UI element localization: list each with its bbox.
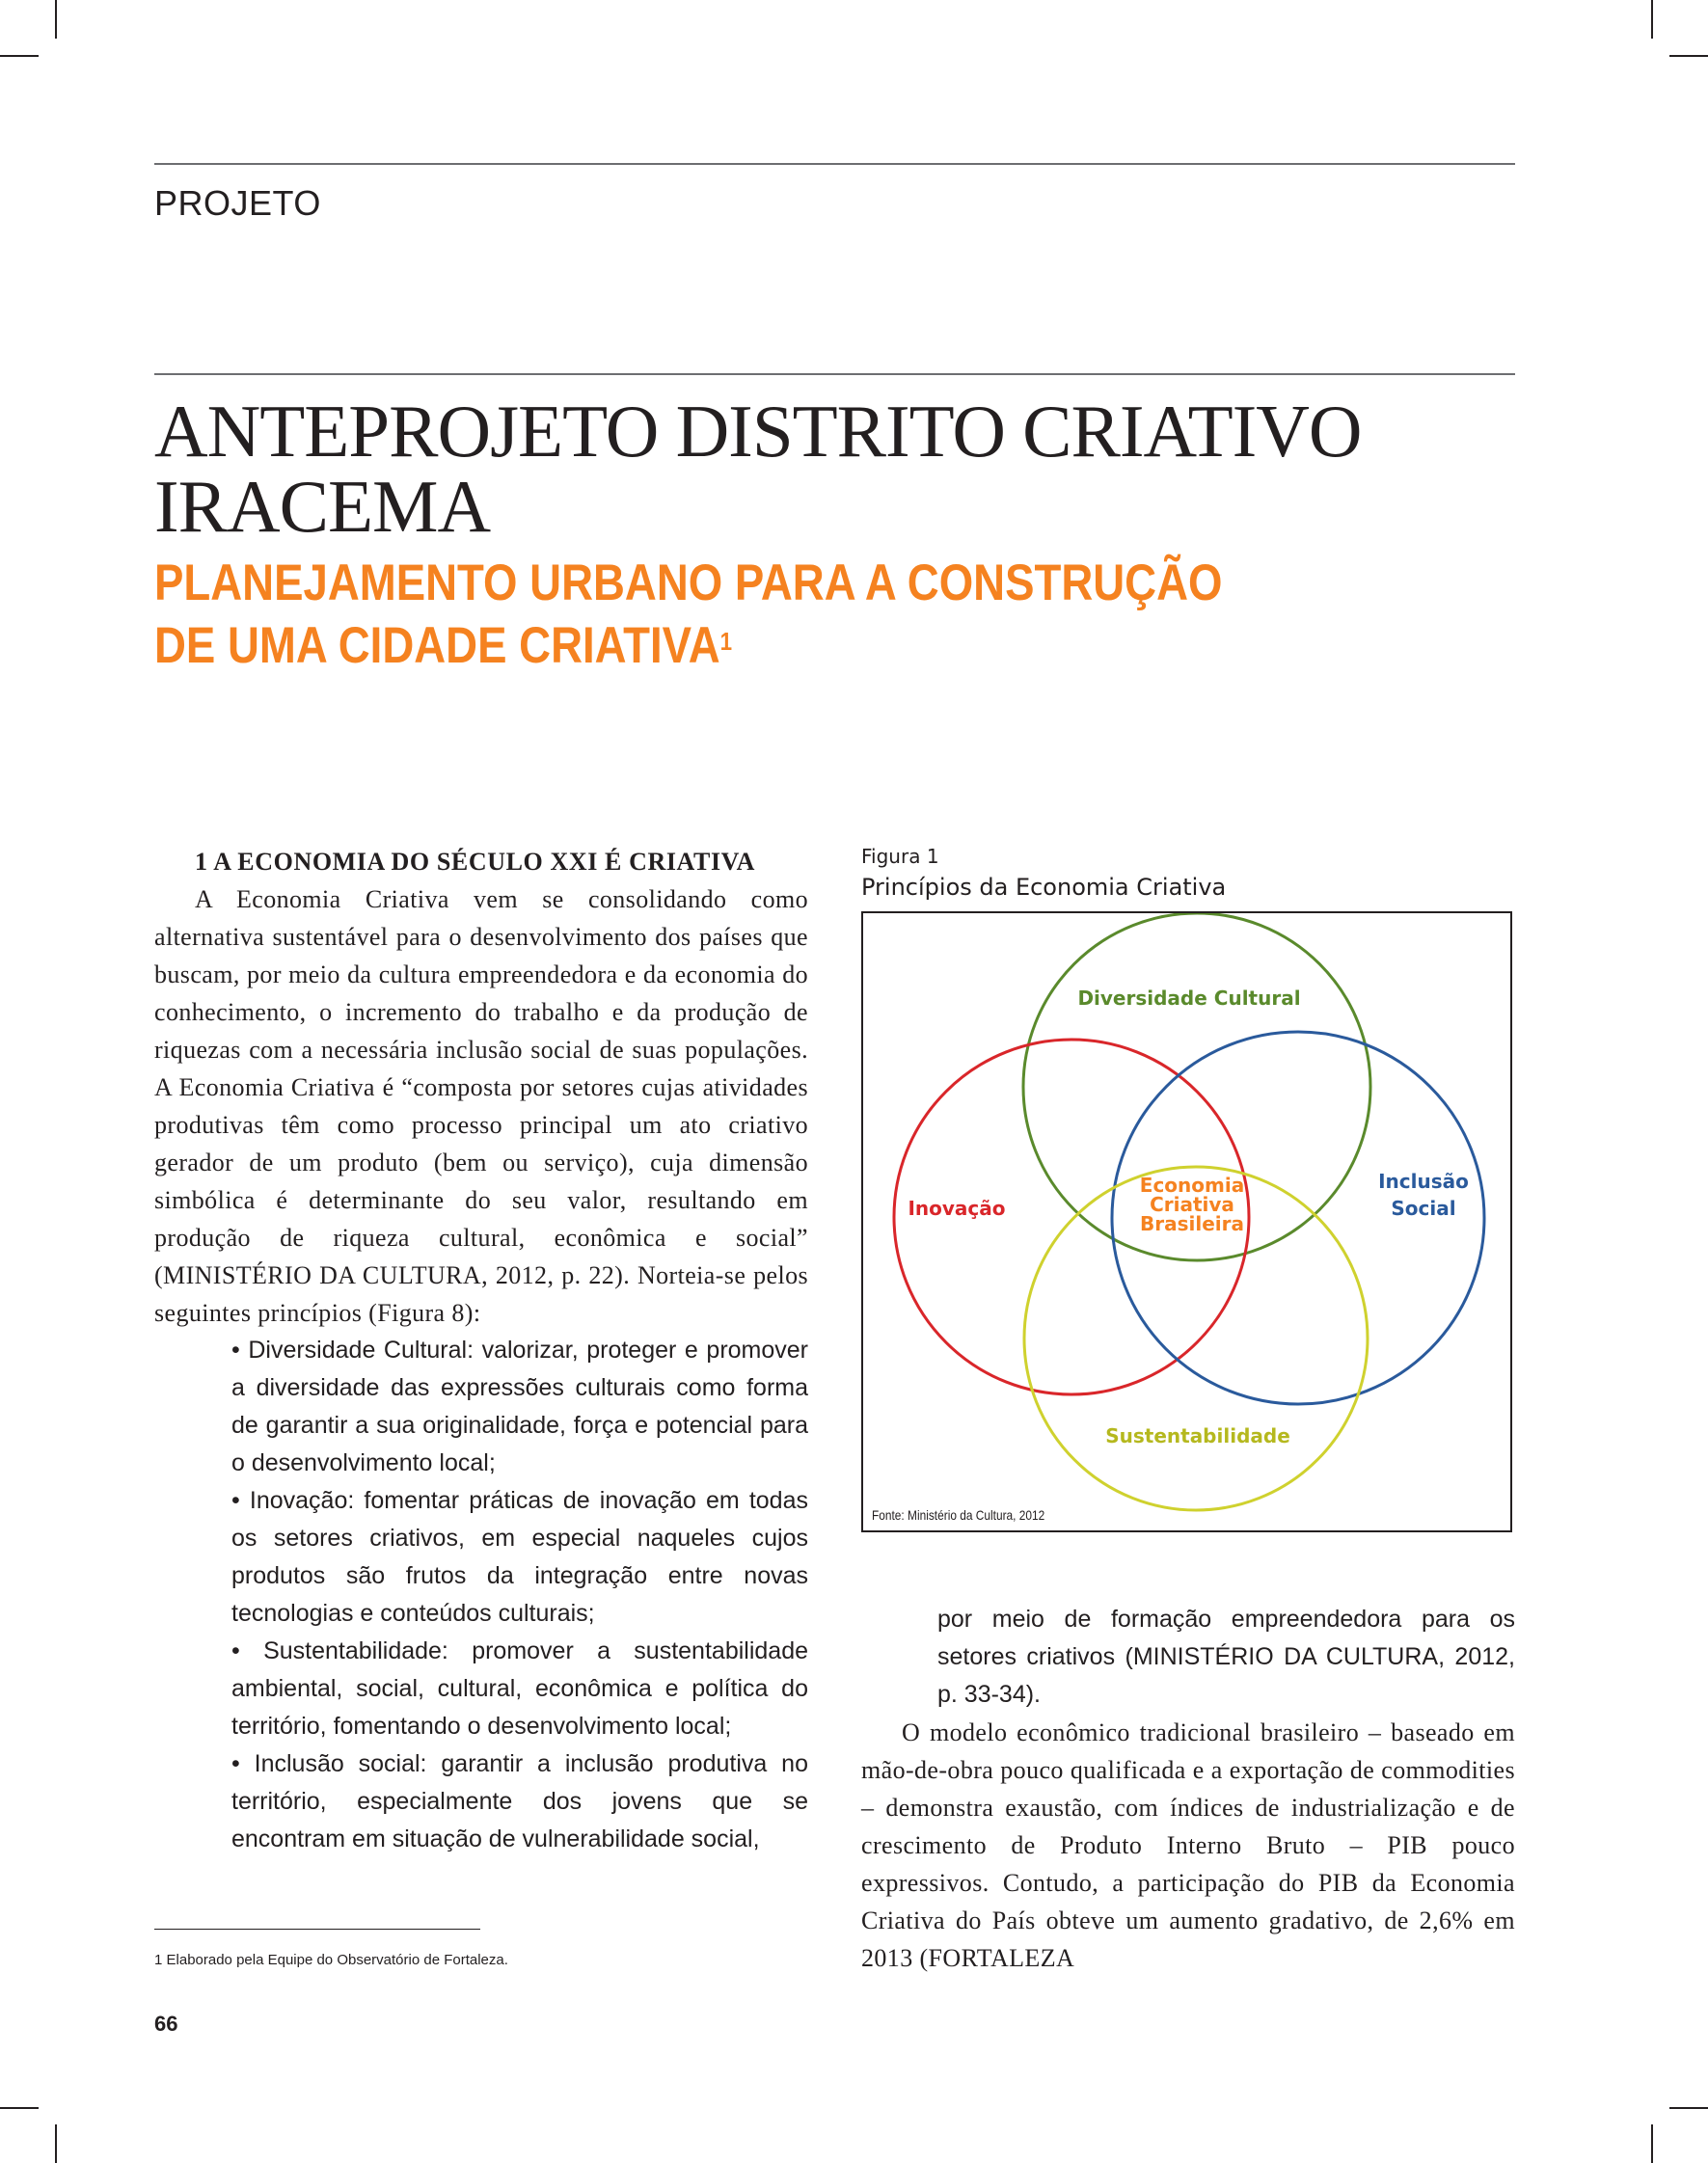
footnote-marker: 1 — [719, 627, 733, 656]
label-center-1: Economia — [1139, 1174, 1245, 1197]
crop-mark-bottom-right-h — [1669, 2107, 1708, 2109]
header-rule-bottom — [154, 373, 1515, 375]
venn-figure — [861, 911, 1512, 1532]
crop-mark-bottom-left-h — [0, 2107, 39, 2109]
bullet-sustentabilidade: • Sustentabilidade: promover a sustentabilidade ambiental, social, cultural, econômica e política do território, fomentando o desenvolvimento local; — [231, 1637, 808, 1740]
label-center-2: Criativa — [1150, 1193, 1234, 1216]
crop-mark-top-right-v — [1651, 0, 1653, 39]
crop-mark-bottom-left-v — [55, 2124, 57, 2163]
subtitle-line-2: DE UMA CIDADE CRIATIVA — [154, 617, 720, 674]
left-column — [154, 843, 808, 1858]
page-title — [154, 390, 1524, 548]
crop-mark-bottom-right-v — [1651, 2124, 1653, 2163]
label-inclusao-1: Inclusão — [1378, 1170, 1469, 1193]
right-column — [861, 1601, 1515, 1977]
figure-title: Princípios da Economia Criativa — [861, 874, 1227, 901]
body-paragraph-1: A Economia Criativa vem se consolidando como alternativa sustentável para o desenvolvimento dos países que buscam, por meio da cultura empreendedora e da economia do conhecimento, o incremento do trabalho e da produção de riquezas com a necessária inclusão social de suas populações. A Economia Criativa é “composta por setores cujas atividades produtivas têm como processo principal um ato criativo gerador de um produto (bem ou serviço), cuja dimensão simbólica é determinante do seu valor, resultando em produção de riqueza cultural, econômica e social” (MINISTÉRIO DA CULTURA, 2012, p. 22). Norteia-se pelos seguintes princípios (Figura 8): — [154, 885, 808, 1327]
page-subtitle — [154, 552, 1332, 677]
header-rule-top — [154, 163, 1515, 165]
bullet-diversidade: • Diversidade Cultural: valorizar, proteger e promover a diversidade das expressões culturais como forma de garantir a sua originalidade, força e potencial para o desenvolvimento local; — [231, 1337, 808, 1476]
subtitle-line-1: PLANEJAMENTO URBANO PARA A CONSTRUÇÃO — [154, 554, 1223, 611]
crop-mark-top-left-h — [0, 55, 39, 57]
bullet-inclusao: • Inclusão social: garantir a inclusão produtiva no território, especialmente dos jovens que se encontram em situação de vulnerabilidade social, — [231, 1750, 808, 1852]
bullet-inovacao: • Inovação: fomentar práticas de inovação em todas os setores criativos, em especial naqueles cujos produtos são frutos da integração entre novas tecnologias e conteúdos culturais; — [231, 1487, 808, 1627]
section-heading: 1 A ECONOMIA DO SÉCULO XXI É CRIATIVA — [195, 848, 756, 876]
figure-label: Figura 1 — [861, 845, 939, 868]
footnote-rule — [154, 1929, 480, 1930]
title-line-1: ANTEPROJETO DISTRITO CRIATIVO — [154, 390, 1362, 473]
label-sustentabilidade: Sustentabilidade — [1105, 1424, 1290, 1447]
footnote: 1 Elaborado pela Equipe do Observatório de Fortaleza. — [154, 1952, 508, 1968]
title-line-2: IRACEMA — [154, 465, 491, 548]
label-inclusao-2: Social — [1391, 1197, 1456, 1220]
label-diversidade: Diversidade Cultural — [1077, 987, 1301, 1010]
body-paragraph-2: O modelo econômico tradicional brasileiro – baseado em mão-de-obra pouco qualificada e a exportação de commodities – demonstra exaustão, com índices de industrialização e de crescimento de Produto Interno Bruto – PIB pouco expressivos. Contudo, a participação do PIB da Economia Criativa do País obteve um aumento gradativo, de 2,6% em 2013 (FORTALEZA — [861, 1718, 1515, 1972]
venn-diagram — [863, 913, 1510, 1530]
page-number: 66 — [154, 2012, 178, 2036]
label-center-3: Brasileira — [1140, 1212, 1244, 1235]
bullet-inclusao-continuation: por meio de formação empreendedora para os setores criativos (MINISTÉRIO DA CULTURA, 2012, p. 33-34). — [937, 1606, 1515, 1708]
crop-mark-top-left-v — [55, 0, 57, 39]
label-inovacao: Inovação — [908, 1197, 1006, 1220]
section-label: PROJETO — [154, 183, 321, 223]
crop-mark-top-right-h — [1669, 55, 1708, 57]
figure-source: Fonte: Ministério da Cultura, 2012 — [872, 1507, 1045, 1523]
